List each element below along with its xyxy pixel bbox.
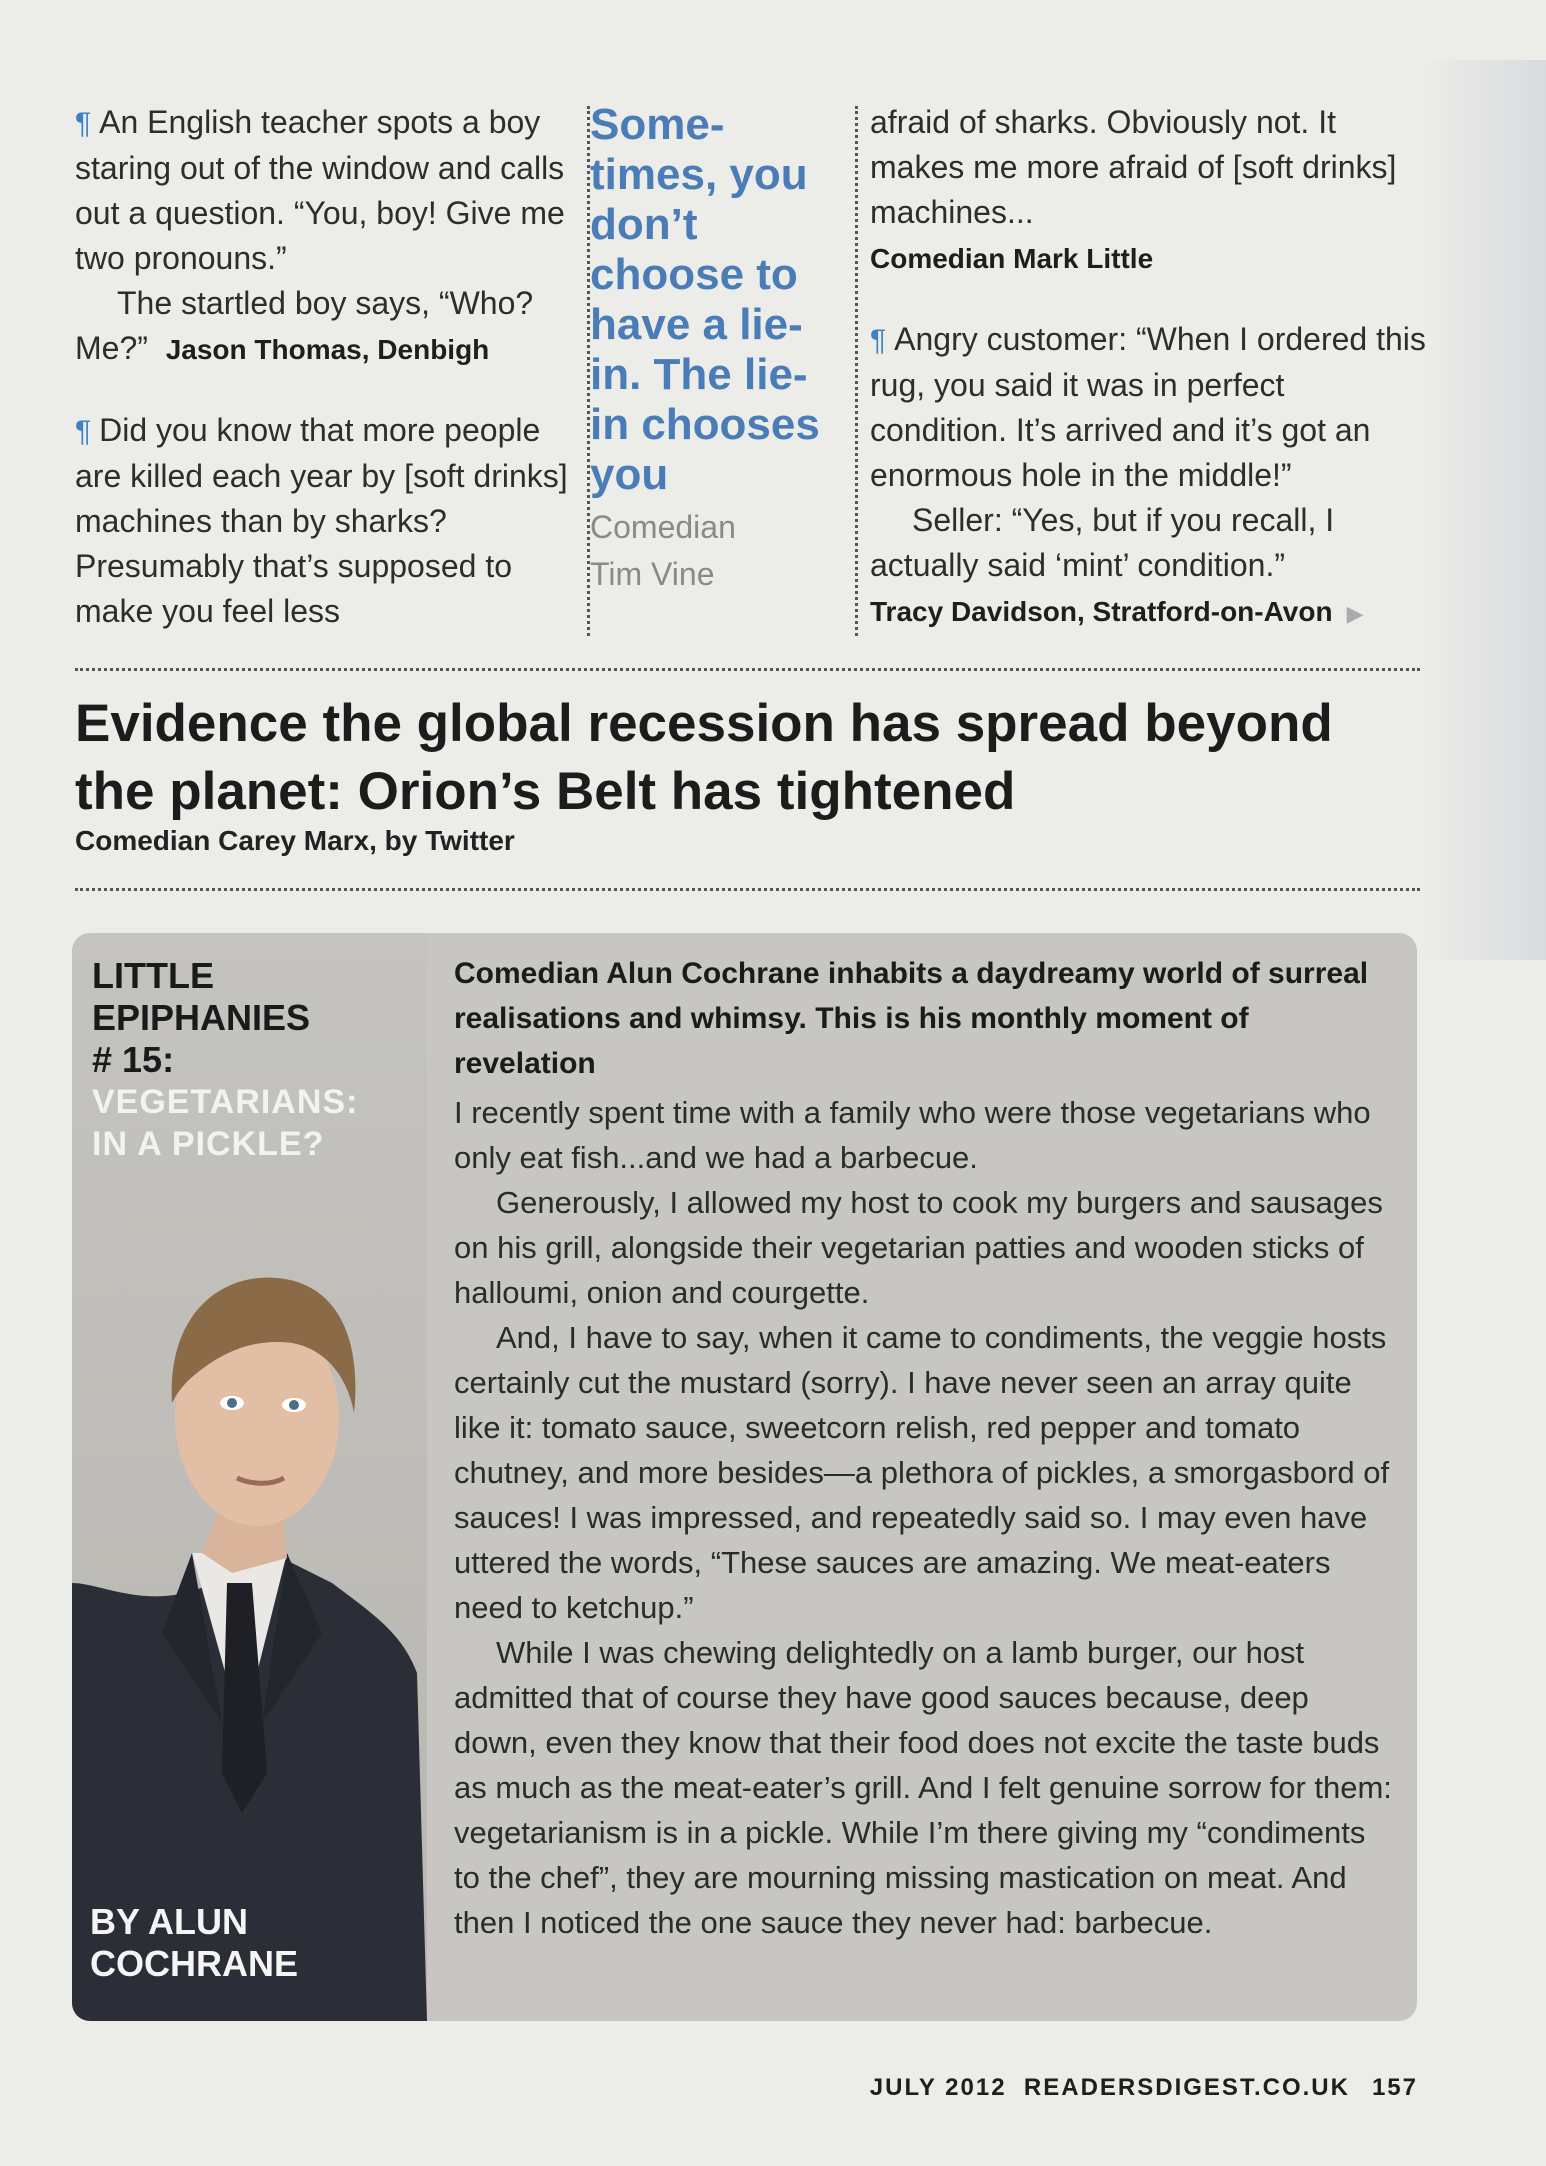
joke-soft-drinks	[75, 408, 575, 634]
feature-subtitle: VEGETARIANS: IN A PICKLE?	[92, 1083, 359, 1163]
column-divider	[855, 106, 858, 636]
joke-text: Did you know that more people are killed each year by [soft drinks] machines than by sharks? Presumably that’s supposed to make you feel less	[75, 412, 568, 629]
joke-soft-drinks-continued	[870, 100, 1430, 281]
article-paragraph: Generously, I allowed my host to cook my burgers and sausages on his grill, alongside their vegetarian patties and wooden sticks of halloumi, onion and courgette.	[454, 1185, 1383, 1310]
pull-quote: Some-times, you don’t choose to have a lie-in. The lie-in chooses you	[590, 100, 820, 499]
author-photo	[72, 933, 427, 2021]
article-paragraph: And, I have to say, when it came to condiments, the veggie hosts certainly cut the mustard (sorry). I have never seen an array quite like it: tomato sauce, sweetcorn relish, red pepper and tomato chutney, and more besides—a plethora of pickles, a smorgasbord of sauces! I was impressed, and repeatedly said so. I may even have uttered the words, “These sauces are amazing. We meat-eaters need to ketchup.”	[454, 1320, 1390, 1625]
joke-text: Angry customer: “When I ordered this rug, you said it was in perfect condition. It’s arrived and it’s got an enormous hole in the middle!”	[870, 321, 1426, 493]
adjacent-page-bleed	[1426, 60, 1546, 960]
website: READERSDIGEST.CO.UK	[1023, 2074, 1350, 2101]
standfirst: Comedian Alun Cochrane inhabits a daydreamy world of surreal realisations and whimsy. This is his monthly moment of revelation	[454, 957, 1369, 1080]
joke-credit: Comedian Mark Little	[870, 243, 1154, 274]
column-2-pull-quote	[590, 100, 830, 598]
joke-credit: Tracy Davidson, Stratford-on-Avon	[870, 596, 1333, 627]
page-footer	[870, 2074, 1418, 2102]
little-epiphanies-feature	[72, 933, 1417, 2021]
column-3	[870, 100, 1430, 672]
article-paragraph: I recently spent time with a family who were those vegetarians who only eat fish...and we had a barbecue.	[454, 1095, 1371, 1175]
pilcrow-icon: ¶	[75, 107, 92, 140]
triangle-right-icon: ▶	[1346, 601, 1364, 626]
headline-credit: Comedian Carey Marx, by Twitter	[75, 825, 515, 856]
pilcrow-icon: ¶	[870, 324, 887, 357]
joke-english-teacher	[75, 100, 575, 372]
byline: BY ALUN COCHRANE	[90, 1901, 299, 1984]
dotted-rule	[75, 888, 1420, 891]
series-title: LITTLE EPIPHANIES # 15:	[92, 955, 311, 1080]
joke-credit: Jason Thomas, Denbigh	[165, 334, 490, 365]
joke-text: afraid of sharks. Obviously not. It makes me more afraid of [soft drinks] machines...	[870, 104, 1397, 230]
joke-text: The startled boy says, “Who? Me?”	[75, 285, 534, 366]
page-number: 157	[1371, 2074, 1418, 2101]
jokes-columns	[75, 100, 1426, 640]
headline-quote: Evidence the global recession has spread beyond the planet: Orion’s Belt has tightened	[75, 694, 1333, 821]
series-tag	[92, 955, 422, 1165]
joke-text: An English teacher spots a boy staring out of the window and calls out a question. “You, boy! Give me two pronouns.”	[75, 104, 565, 276]
pull-quote-credit: Comedian Tim Vine	[590, 509, 736, 592]
feature-article	[454, 951, 1394, 1945]
dotted-rule	[75, 668, 1420, 671]
column-1	[75, 100, 575, 670]
article-paragraph: While I was chewing delightedly on a lamb burger, our host admitted that of course they have good sauces because, deep down, even they know that their food does not excite the taste buds as much as the meat-eater’s grill. And I felt genuine sorrow for them: vegetarianism is in a pickle. While I’m there giving my “condiments to the chef”, they are mourning missing mastication on meat. And then I noticed the one sauce they never had: barbecue.	[454, 1635, 1392, 1940]
issue-date: JULY 2012	[869, 2074, 1007, 2101]
pilcrow-icon: ¶	[75, 415, 92, 448]
joke-text: Seller: “Yes, but if you recall, I actually said ‘mint’ condition.”	[870, 502, 1335, 583]
article-body	[454, 1090, 1394, 1945]
joke-rug	[870, 317, 1430, 636]
